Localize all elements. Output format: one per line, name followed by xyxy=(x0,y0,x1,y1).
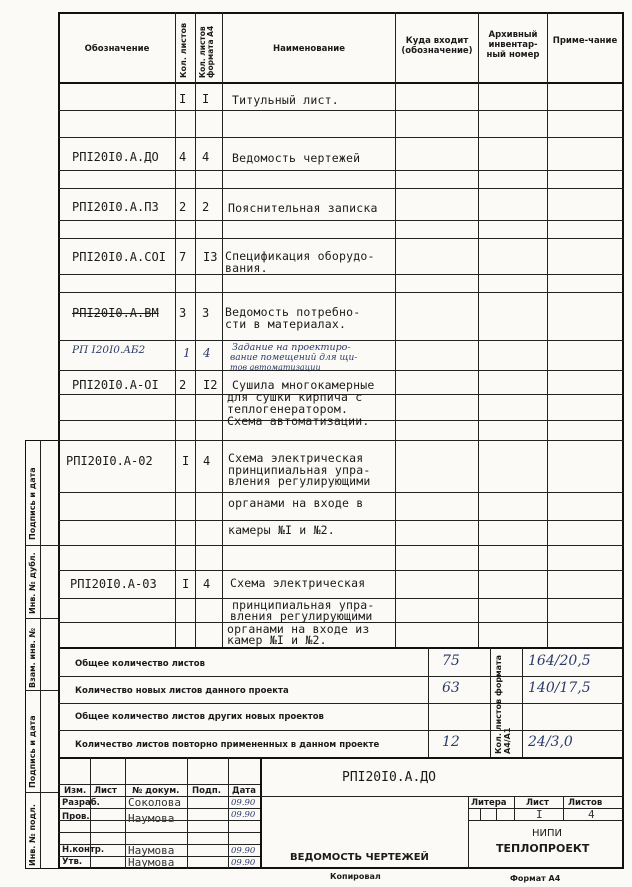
row-8-name-line-1: Схема электрическая xyxy=(230,576,366,590)
row-5-a4: 4 xyxy=(203,346,211,360)
row-6-name-line-3: теплогенератором. xyxy=(227,402,349,416)
row-3-name-line-1: Спецификация оборудо- xyxy=(225,249,375,263)
row-6-sheets: 2 xyxy=(179,378,187,392)
stamp-podp: Подп. xyxy=(192,786,221,796)
row-4-name-line-2: сти в материалах. xyxy=(225,317,347,331)
header-kuda-vhodit: Куда входит (обозначение) xyxy=(401,36,473,56)
row-2-name: Пояснительная записка xyxy=(228,201,378,215)
row-1-a4: 4 xyxy=(202,150,210,164)
header-kol-listov-a4: Кол. листов формата А4 xyxy=(198,25,215,78)
stamp-nkontr: Н.контр. xyxy=(62,845,105,855)
header-arhiv-nomer: Архивный инвентар-ный номер xyxy=(486,30,540,60)
row-4-name-line-1: Ведомость потребно- xyxy=(225,305,361,319)
totals-label-1: Общее количество листов xyxy=(75,659,205,669)
totals-a4a1-label: Кол. листов формата А4/А1 xyxy=(494,654,512,754)
row-7-name-line-1: Схема электрическая xyxy=(228,451,364,465)
row-6-name-line-4: Схема автоматизации. xyxy=(227,414,370,428)
stamp-code: РПI20I0.A.ДО xyxy=(342,770,436,785)
stamp-date-1: 09.90 xyxy=(231,798,256,808)
totals-label-4: Количество листов повторно примененных в данном проекте xyxy=(75,740,380,750)
stamp-data: Дата xyxy=(232,786,256,796)
row-8-code: РПI20I0.A-03 xyxy=(70,577,157,591)
totals-value-1: 75 xyxy=(442,653,460,669)
row-5-code: РП I20I0.AБ2 xyxy=(72,344,146,356)
row-4-code: РПI20I0.A.BM xyxy=(72,306,159,320)
row-7-name-line-5: камеры №I и №2. xyxy=(228,523,335,537)
totals-a4a1-2: 140/17,5 xyxy=(528,680,591,696)
stamp-nom-dokum: № докум. xyxy=(132,786,180,796)
row-0-sheets: I xyxy=(179,92,187,106)
row-2-code: РПI20I0.A.ПЗ xyxy=(72,200,159,214)
row-0-a4: I xyxy=(202,92,210,106)
row-6-a4: I2 xyxy=(203,378,218,392)
stamp-izm: Изм. xyxy=(64,786,87,796)
stamp-date-3: 09.90 xyxy=(231,846,256,856)
side-label-inv-podl: Инв. № подл. xyxy=(28,804,37,866)
stamp-title: ВЕДОМОСТЬ ЧЕРТЕЖЕЙ xyxy=(290,852,429,863)
row-8-sheets: I xyxy=(182,577,190,591)
stamp-prov: Пров. xyxy=(62,812,90,822)
totals-label-3: Общее количество листов других новых проектов xyxy=(75,712,324,722)
totals-a4a1-1: 164/20,5 xyxy=(528,653,591,669)
row-7-code: РПI20I0.A-02 xyxy=(66,454,153,468)
row-2-a4: 2 xyxy=(202,200,210,214)
row-3-name-line-2: вания. xyxy=(225,261,268,275)
side-label-podpis-2: Подпись и дата xyxy=(28,715,37,788)
row-7-name-line-2: принципиальная упра- xyxy=(228,463,371,477)
stamp-date-2: 09.90 xyxy=(231,810,256,820)
row-6-name-line-1: Сушила многокамерные xyxy=(232,378,375,392)
row-3-code: РПI20I0.A.COI xyxy=(72,250,166,264)
row-5-name-line-2: вание помещений для щи- xyxy=(230,353,358,363)
row-8-name-line-3: вления регулирующими xyxy=(230,609,373,623)
row-0-name: Титульный лист. xyxy=(232,93,339,107)
row-5-sheets: 1 xyxy=(183,346,191,360)
side-label-inv-dubl: Инв. № дубл. xyxy=(28,552,37,614)
stamp-utv: Утв. xyxy=(62,857,83,867)
row-8-name-line-4: органами на входе из xyxy=(227,622,370,636)
stamp-list-label: Лист xyxy=(526,798,549,808)
row-1-code: РПI20I0.A.ДО xyxy=(72,150,159,164)
footer-format: Формат А4 xyxy=(510,874,561,883)
stamp-org-2: ТЕПЛОПРОЕКТ xyxy=(496,842,590,855)
row-7-name-line-4: органами на входе в xyxy=(228,496,364,510)
row-1-sheets: 4 xyxy=(179,150,187,164)
stamp-list-value: I xyxy=(536,808,543,821)
row-7-sheets: I xyxy=(182,454,190,468)
stamp-date-4: 09.90 xyxy=(231,858,256,868)
row-4-a4: 3 xyxy=(202,306,210,320)
row-5-name-line-1: Задание на проектиро- xyxy=(232,342,351,353)
row-2-sheets: 2 xyxy=(179,200,187,214)
row-8-a4: 4 xyxy=(203,577,211,591)
header-kol-listov: Кол. листов xyxy=(179,22,188,78)
totals-value-2: 63 xyxy=(442,680,460,696)
row-1-name: Ведомость чертежей xyxy=(232,151,361,165)
stamp-nkontr-name: Наумова xyxy=(128,844,175,857)
row-7-a4: 4 xyxy=(203,454,211,468)
header-primechanie: Приме-чание xyxy=(552,36,618,46)
stamp-listov-value: 4 xyxy=(588,808,595,821)
totals-label-2: Количество новых листов данного проекта xyxy=(75,686,289,696)
footer-kopiroval: Копировал xyxy=(330,872,381,881)
totals-value-4: 12 xyxy=(442,734,460,750)
stamp-prov-name: Наумова xyxy=(128,812,175,825)
stamp-razrab: Разраб. xyxy=(62,798,100,808)
side-label-vzam-inv: Взам. инв. № xyxy=(28,627,37,688)
stamp-listov-label: Листов xyxy=(568,798,603,808)
row-3-sheets: 7 xyxy=(179,250,187,264)
header-naimenovanie: Наименование xyxy=(273,44,345,54)
stamp-utv-name: Наумова xyxy=(128,856,175,869)
stamp-list: Лист xyxy=(94,786,117,796)
row-7-name-line-3: вления регулирующими xyxy=(228,474,371,488)
row-5-name-line-3: тов автоматизации xyxy=(230,363,321,372)
totals-a4a1-4: 24/3,0 xyxy=(528,734,573,750)
side-label-podpis-1: Подпись и дата xyxy=(28,467,37,540)
row-8-name-line-5: камер №I и №2. xyxy=(227,633,327,647)
row-3-a4: I3 xyxy=(203,250,218,264)
header-oboznachenie: Обозначение xyxy=(84,44,150,54)
stamp-litera: Литера xyxy=(471,798,507,808)
stamp-razrab-name: Соколова xyxy=(128,796,181,809)
row-4-sheets: 3 xyxy=(179,306,187,320)
row-6-code: РПI20I0.A-OI xyxy=(72,378,159,392)
row-8-name-line-2: принципиальная упра- xyxy=(232,598,375,612)
row-6-name-line-2: для сушки кирпича с xyxy=(227,390,363,404)
stamp-org-1: НИПИ xyxy=(532,828,562,839)
